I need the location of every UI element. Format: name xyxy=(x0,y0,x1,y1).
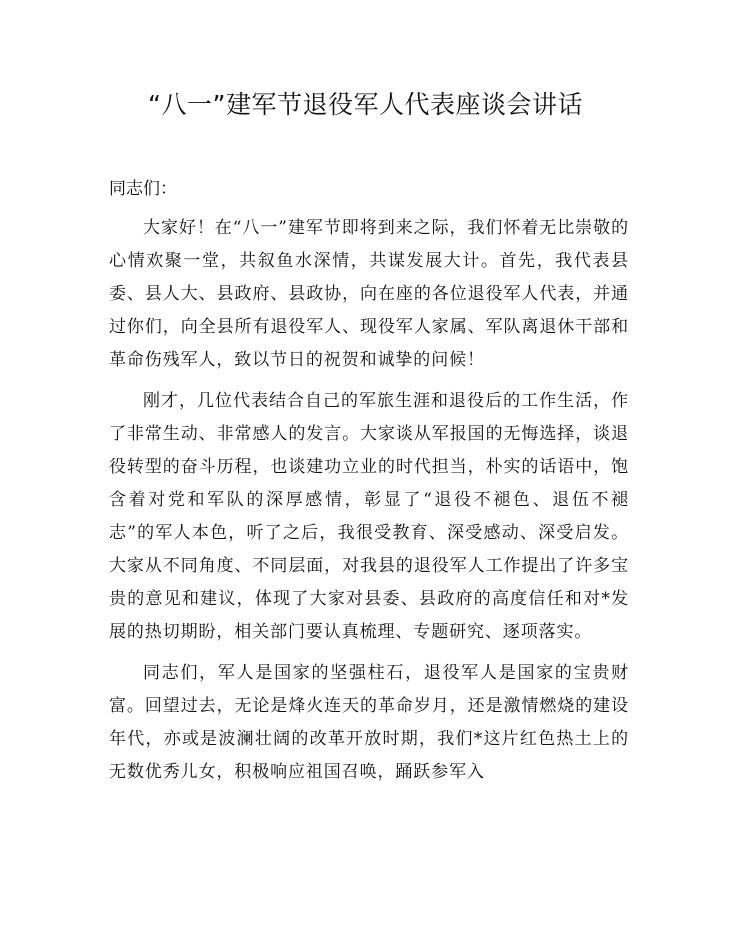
paragraph-greeting: 大家好！在“八一”建军节即将到来之际，我们怀着无比崇敬的心情欢聚一堂，共叙鱼水深情，共谋发展大计。首先，我代表县委、县人大、县政府、县政协，向在座的各位退役军人代表，并通过你们，向全县所有退役军人、现役军人家属、军队离退休干部和革命伤残军人，致以节日的祝贺和诚挚的问候！ xyxy=(109,218,629,370)
paragraph-soldiers: 同志们，军人是国家的坚强柱石，退役军人是国家的宝贵财富。回望过去，无论是烽火连天的革命岁月，还是激情燃烧的建设年代，亦或是波澜壮阔的改革开放时期，我们*这片红色热土上的无数优秀儿女，积极响应祖国召唤，踊跃参军入 xyxy=(109,663,629,782)
paragraph-remarks: 刚才，几位代表结合自己的军旅生涯和退役后的工作生活，作了非常生动、非常感人的发言。大家谈从军报国的无悔选择，谈退役转型的奋斗历程，也谈建功立业的时代担当，朴实的话语中，饱含着对党和军队的深厚感情，彰显了“退役不褪色、退伍不褪志”的军人本色，听了之后，我很受教育、深受感动、深受启发。大家从不同角度、不同层面，对我县的退役军人工作提出了许多宝贵的意见和建议，体现了大家对县委、县政府的高度信任和对*发展的热切期盼，相关部门要认真梳理、专题研究、逐项落实。 xyxy=(109,391,629,642)
document-body xyxy=(109,212,629,793)
salutation: 同志们： xyxy=(109,179,177,199)
document-title: “八一”建军节退役军人代表座谈会讲话 xyxy=(148,90,583,119)
